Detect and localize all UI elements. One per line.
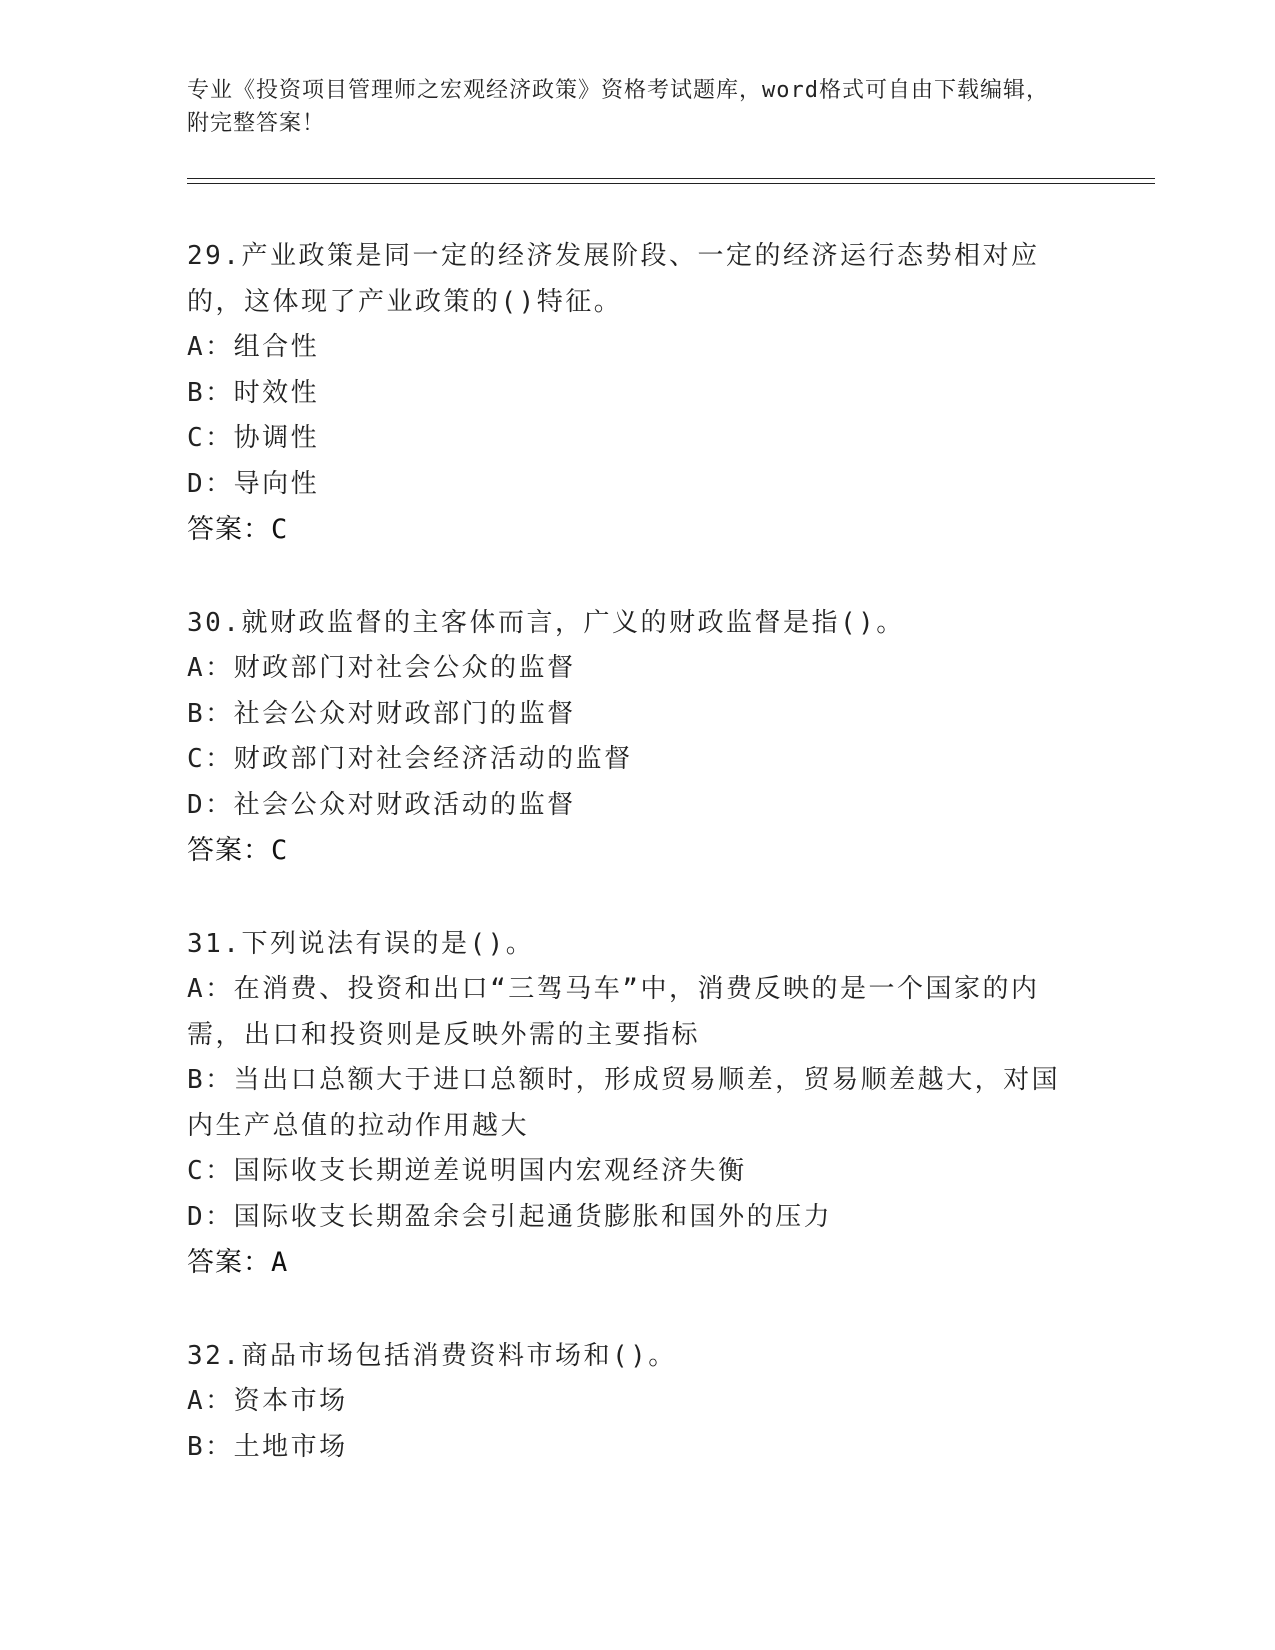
answer-value: C [271, 514, 289, 545]
question-32 [187, 1334, 1067, 1471]
header-divider-top [187, 178, 1155, 179]
question-stem: 29.产业政策是同一定的经济发展阶段、一定的经济运行态势相对应的，这体现了产业政策的()特征。 [187, 241, 1040, 317]
answer-label: 答案： [187, 835, 271, 866]
option-a: A：资本市场 [187, 1386, 348, 1416]
answer-line [187, 828, 1067, 874]
answer-line [187, 507, 1067, 553]
question-list [187, 234, 1067, 1518]
answer-value: A [271, 1247, 289, 1278]
option-c: C：国际收支长期逆差说明国内宏观经济失衡 [187, 1156, 747, 1186]
option-a: A：组合性 [187, 332, 320, 362]
option-b: B：社会公众对财政部门的监督 [187, 698, 576, 729]
answer-label: 答案： [187, 514, 271, 545]
option-b: B：时效性 [187, 377, 320, 408]
question-29 [187, 234, 1067, 553]
option-c: C：财政部门对社会经济活动的监督 [187, 744, 633, 774]
option-a: A：在消费、投资和出口“三驾马车”中，消费反映的是一个国家的内需，出口和投资则是反映外需的主要指标 [187, 974, 1040, 1050]
answer-line [187, 1240, 1067, 1286]
option-c: C：协调性 [187, 423, 320, 453]
document-header: 专业《投资项目管理师之宏观经济政策》资格考试题库，word格式可自由下载编辑，附完整答案！ [187, 78, 1049, 136]
option-b: B：当出口总额大于进口总额时，形成贸易顺差，贸易顺差越大，对国内生产总值的拉动作用越大 [187, 1065, 1061, 1141]
question-stem: 30.就财政监督的主客体而言，广义的财政监督是指()。 [187, 607, 905, 638]
option-d: D：国际收支长期盈余会引起通货膨胀和国外的压力 [187, 1201, 833, 1232]
question-stem: 31.下列说法有误的是()。 [187, 928, 535, 959]
option-a: A：财政部门对社会公众的监督 [187, 653, 576, 683]
answer-value: C [271, 835, 289, 866]
question-stem: 32.商品市场包括消费资料市场和()。 [187, 1340, 677, 1371]
option-d: D：社会公众对财政活动的监督 [187, 789, 576, 820]
option-d: D：导向性 [187, 468, 320, 499]
option-b: B：土地市场 [187, 1431, 348, 1462]
answer-label: 答案： [187, 1247, 271, 1278]
question-31 [187, 922, 1067, 1286]
header-divider-bottom [187, 183, 1155, 184]
question-30 [187, 601, 1067, 874]
